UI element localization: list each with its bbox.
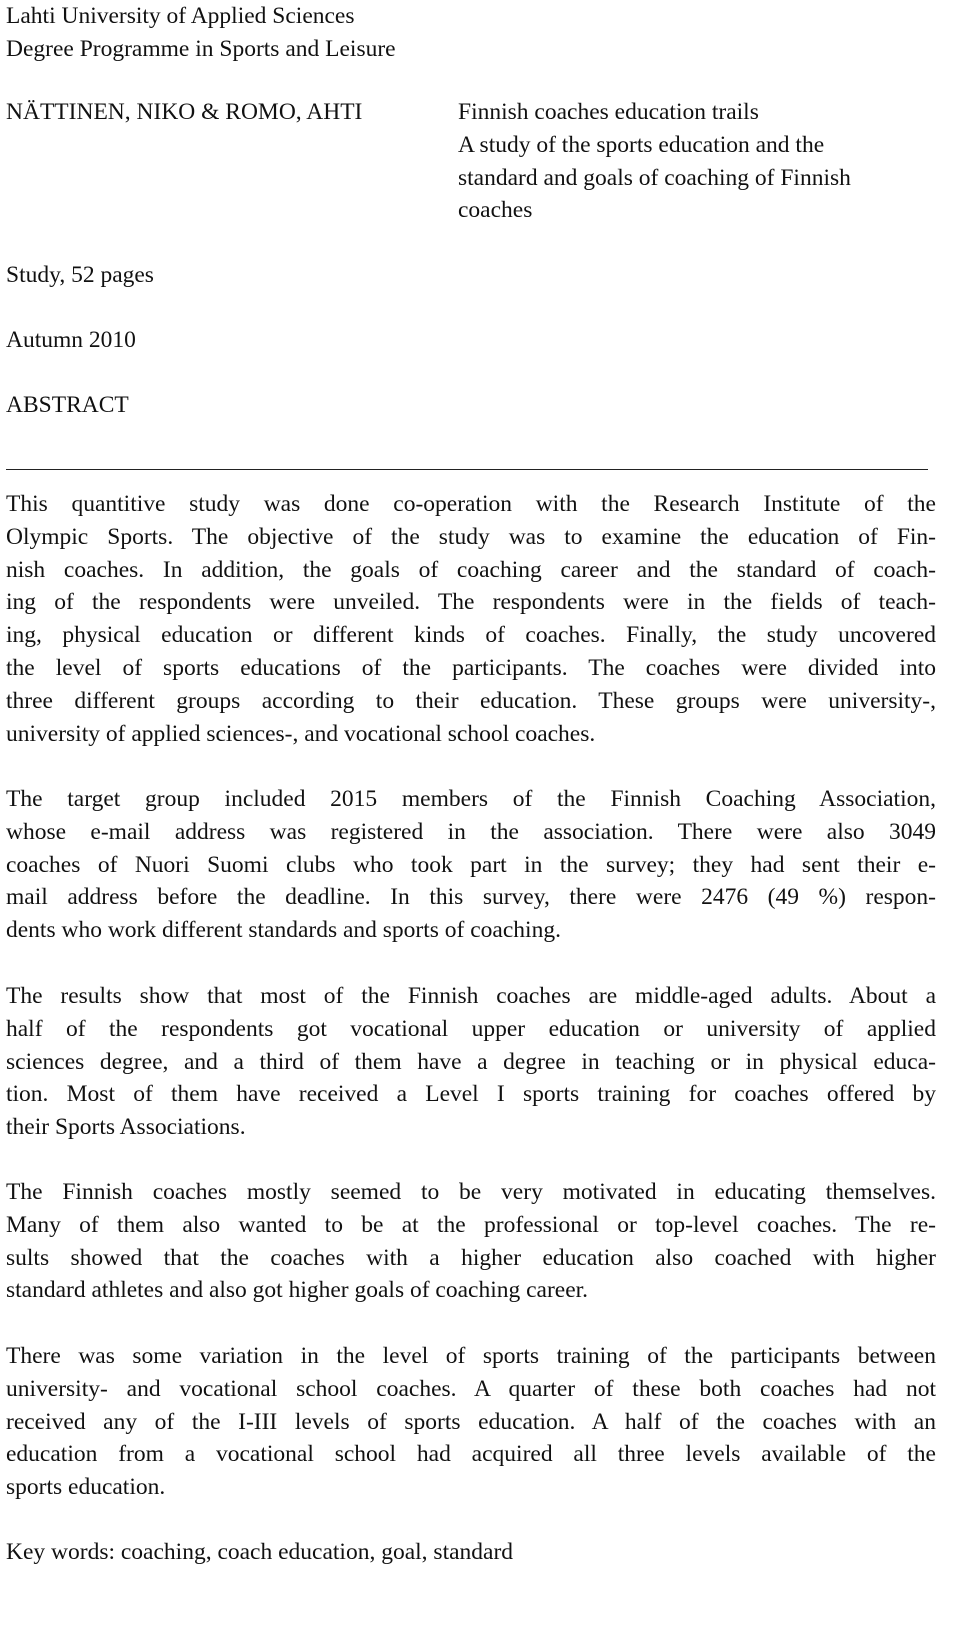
paragraph-line: There was some variation in the level of sports training of the participants between	[6, 1343, 936, 1369]
paragraph-line: sports education.	[6, 1474, 166, 1501]
abstract-paragraph	[6, 1340, 936, 1504]
paragraph-line: The results show that most of the Finnish coaches are middle-aged adults. About a	[6, 983, 936, 1009]
institution-name: Lahti University of Applied Sciences	[6, 3, 355, 29]
study-info: Study, 52 pages	[6, 262, 154, 288]
paragraph-line: The target group included 2015 members of the Finnish Coaching Association,	[6, 786, 936, 812]
paragraph-line: their Sports Associations.	[6, 1114, 246, 1141]
paragraph-line: half of the respondents got vocational upper education or university of applied	[6, 1015, 936, 1042]
divider-rule	[6, 469, 928, 470]
title-line: coaches	[458, 197, 533, 224]
paragraph-line: the level of sports educations of the participants. The coaches were divided into	[6, 654, 936, 681]
paragraph-line: university of applied sciences-, and vocational school coaches.	[6, 720, 596, 747]
title-line: standard and goals of coaching of Finnish	[458, 164, 851, 191]
abstract-paragraph	[6, 980, 936, 1144]
author-names: NÄTTINEN, NIKO & ROMO, AHTI	[6, 99, 363, 125]
paragraph-line: sciences degree, and a third of them have a degree in teaching or in physical educa-	[6, 1048, 936, 1075]
paragraph-line: standard athletes and also got higher goals of coaching career.	[6, 1277, 589, 1304]
paragraph-line: mail address before the deadline. In this survey, there were 2476 (49 %) respon-	[6, 884, 936, 911]
paragraph-line: coaches of Nuori Suomi clubs who took part in the survey; they had sent their e-	[6, 851, 936, 878]
paragraph-line: This quantitive study was done co-operation with the Research Institute of the	[6, 491, 936, 517]
term: Autumn 2010	[6, 327, 136, 353]
paragraph-line: whose e-mail address was registered in the association. There were also 3049	[6, 818, 936, 845]
keywords: Key words: coaching, coach education, goal, standard	[6, 1539, 514, 1565]
paragraph-line: education from a vocational school had acquired all three levels available of the	[6, 1441, 936, 1468]
paragraph-line: tion. Most of them have received a Level I sports training for coaches offered by	[6, 1081, 936, 1108]
paragraph-line: sults showed that the coaches with a higher education also coached with higher	[6, 1244, 936, 1271]
abstract-paragraph	[6, 783, 936, 947]
abstract-heading: ABSTRACT	[6, 392, 129, 418]
authors	[6, 96, 362, 129]
title-line: Finnish coaches education trails	[458, 99, 759, 125]
abstract-paragraph	[6, 1176, 936, 1307]
institution-header	[6, 0, 396, 66]
abstract-paragraph	[6, 488, 936, 750]
paragraph-line: university- and vocational school coaches. A quarter of these both coaches had not	[6, 1375, 936, 1402]
paragraph-line: ing of the respondents were unveiled. The respondents were in the fields of teach-	[6, 589, 936, 616]
paragraph-line: received any of the I-III levels of sports education. A half of the coaches with an	[6, 1408, 936, 1435]
paragraph-line: Olympic Sports. The objective of the study was to examine the education of Fin-	[6, 523, 936, 550]
paragraph-line: Many of them also wanted to be at the professional or top-level coaches. The re-	[6, 1211, 936, 1238]
title-line: A study of the sports education and the	[458, 131, 825, 158]
degree-programme: Degree Programme in Sports and Leisure	[6, 35, 396, 62]
paragraph-line: The Finnish coaches mostly seemed to be very motivated in educating themselves.	[6, 1179, 936, 1205]
paragraph-line: dents who work different standards and sports of coaching.	[6, 917, 561, 944]
paragraph-line: ing, physical education or different kinds of coaches. Finally, the study uncovered	[6, 622, 936, 649]
thesis-title	[458, 96, 851, 227]
paragraph-line: three different groups according to their education. These groups were university-,	[6, 687, 936, 714]
paragraph-line: nish coaches. In addition, the goals of coaching career and the standard of coach-	[6, 556, 936, 583]
